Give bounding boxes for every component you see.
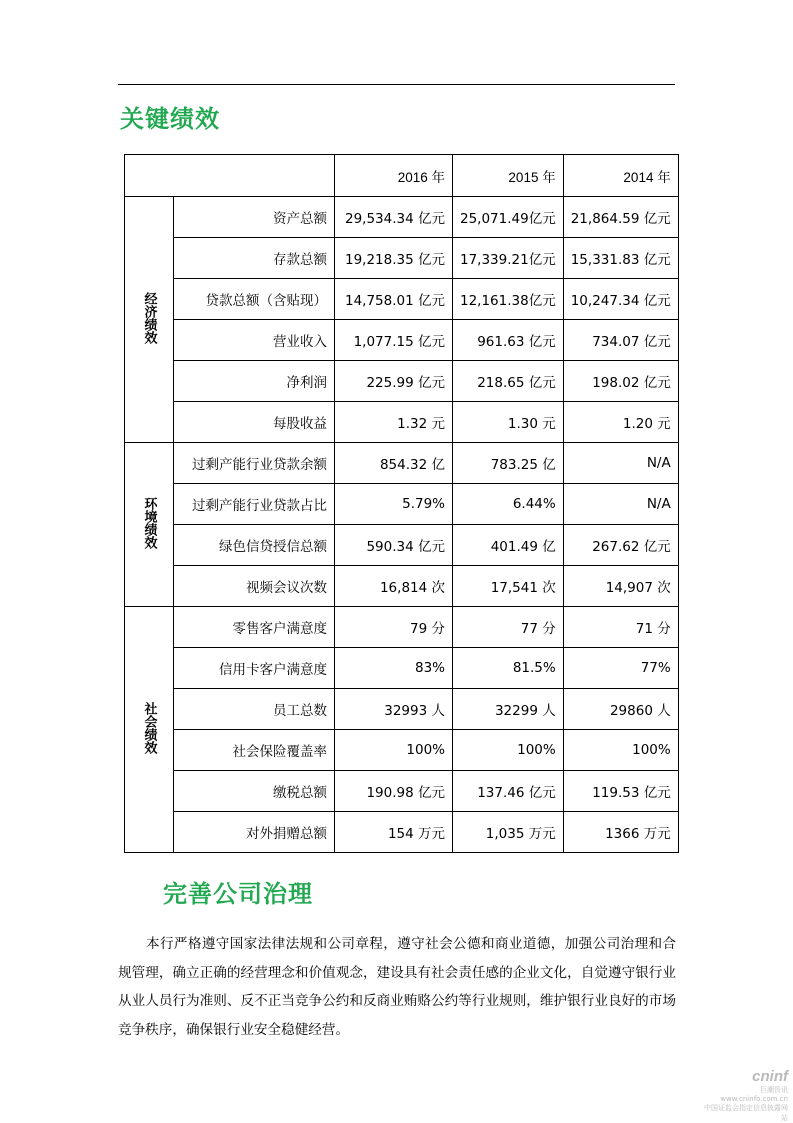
metric-label: 信用卡客户满意度 xyxy=(174,648,335,689)
metric-value: 100% xyxy=(453,730,564,771)
metric-label: 过剩产能行业贷款占比 xyxy=(174,484,335,525)
metric-value: 32993 人 xyxy=(335,689,453,730)
metric-value: 190.98 亿元 xyxy=(335,771,453,812)
metric-value: 198.02 亿元 xyxy=(563,361,678,402)
metric-value: 401.49 亿 xyxy=(453,525,564,566)
table-row xyxy=(125,238,679,279)
watermark-logo: cninf xyxy=(752,1068,788,1085)
metric-label: 绿色信贷授信总额 xyxy=(174,525,335,566)
metric-value: 961.63 亿元 xyxy=(453,320,564,361)
category-label: 经济绩效 xyxy=(141,291,157,344)
category-cell xyxy=(125,197,174,443)
metric-value: 29860 人 xyxy=(563,689,678,730)
category-cell xyxy=(125,607,174,853)
metric-value: 6.44% xyxy=(453,484,564,525)
metric-value: 854.32 亿 xyxy=(335,443,453,484)
metric-value: 14,907 次 xyxy=(563,566,678,607)
metric-value: 1,035 万元 xyxy=(453,812,564,853)
metric-label: 净利润 xyxy=(174,361,335,402)
metric-value: 137.46 亿元 xyxy=(453,771,564,812)
table-row xyxy=(125,361,679,402)
metric-value: 16,814 次 xyxy=(335,566,453,607)
key-performance-table xyxy=(124,154,679,853)
metric-value: 77 分 xyxy=(453,607,564,648)
table-row xyxy=(125,566,679,607)
metric-label: 视频会议次数 xyxy=(174,566,335,607)
table-row xyxy=(125,771,679,812)
metric-value: 734.07 亿元 xyxy=(563,320,678,361)
metric-value: 1.32 元 xyxy=(335,402,453,443)
section-title-governance: 完善公司治理 xyxy=(163,880,313,908)
metric-value: 15,331.83 亿元 xyxy=(563,238,678,279)
year-header: 2016 年 xyxy=(335,155,453,197)
table-row xyxy=(125,812,679,853)
section-title-key-performance: 关键绩效 xyxy=(120,105,220,133)
metric-value: 1.30 元 xyxy=(453,402,564,443)
metric-label: 每股收益 xyxy=(174,402,335,443)
table-row xyxy=(125,648,679,689)
table-row xyxy=(125,402,679,443)
metric-value: 783.25 亿 xyxy=(453,443,564,484)
table-header-row xyxy=(125,155,679,197)
metric-value: 119.53 亿元 xyxy=(563,771,678,812)
metric-value: 12,161.38亿元 xyxy=(453,279,564,320)
table-row xyxy=(125,320,679,361)
table-row xyxy=(125,689,679,730)
header-blank-cell xyxy=(125,155,335,197)
metric-value: 14,758.01 亿元 xyxy=(335,279,453,320)
watermark-url: www.cninfo.com.cn xyxy=(720,1095,788,1103)
metric-label: 贷款总额（含贴现） xyxy=(174,279,335,320)
metric-value: 225.99 亿元 xyxy=(335,361,453,402)
metric-label: 零售客户满意度 xyxy=(174,607,335,648)
metric-value: 154 万元 xyxy=(335,812,453,853)
metric-value: 17,541 次 xyxy=(453,566,564,607)
metric-value: 79 分 xyxy=(335,607,453,648)
cninfo-watermark xyxy=(700,1068,788,1123)
metric-label: 营业收入 xyxy=(174,320,335,361)
metric-label: 缴税总额 xyxy=(174,771,335,812)
category-cell xyxy=(125,443,174,607)
metric-value: 5.79% xyxy=(335,484,453,525)
metric-value: 17,339.21亿元 xyxy=(453,238,564,279)
table-row xyxy=(125,484,679,525)
year-header: 2014 年 xyxy=(563,155,678,197)
metric-value: 1366 万元 xyxy=(563,812,678,853)
metric-value: 32299 人 xyxy=(453,689,564,730)
header-rule xyxy=(118,84,675,85)
metric-value: 21,864.59 亿元 xyxy=(563,197,678,238)
metric-value: 218.65 亿元 xyxy=(453,361,564,402)
table-row xyxy=(125,443,679,484)
metric-value: 590.34 亿元 xyxy=(335,525,453,566)
metric-value: 77% xyxy=(563,648,678,689)
metric-label: 存款总额 xyxy=(174,238,335,279)
metric-value: 100% xyxy=(563,730,678,771)
metric-value: 81.5% xyxy=(453,648,564,689)
metric-label: 资产总额 xyxy=(174,197,335,238)
watermark-tagline: 中国证监会指定信息披露网站 xyxy=(704,1104,788,1122)
table-row xyxy=(125,525,679,566)
metric-label: 对外捐赠总额 xyxy=(174,812,335,853)
category-label: 环境绩效 xyxy=(141,496,157,549)
table-row xyxy=(125,607,679,648)
metric-label: 员工总数 xyxy=(174,689,335,730)
governance-paragraph: 本行严格遵守国家法律法规和公司章程，遵守社会公德和商业道德，加强公司治理和合规管理，确立正确的经营理念和价值观念，建设具有社会责任感的企业文化，自觉遵守银行业从业人员行为准则、反不正当竞争公约和反商业贿赂公约等行业规则，维护银行业良好的市场竞争秩序，确保银行业安全稳健经营。 xyxy=(118,936,676,1038)
metric-value: 100% xyxy=(335,730,453,771)
metric-value: 10,247.34 亿元 xyxy=(563,279,678,320)
metric-value: 71 分 xyxy=(563,607,678,648)
metric-value: 19,218.35 亿元 xyxy=(335,238,453,279)
metric-value: 267.62 亿元 xyxy=(563,525,678,566)
table-row xyxy=(125,197,679,238)
metric-label: 社会保险覆盖率 xyxy=(174,730,335,771)
metric-label: 过剩产能行业贷款余额 xyxy=(174,443,335,484)
metric-value: 29,534.34 亿元 xyxy=(335,197,453,238)
metric-value: 1,077.15 亿元 xyxy=(335,320,453,361)
table-row xyxy=(125,730,679,771)
metric-value: 83% xyxy=(335,648,453,689)
metric-value: N/A xyxy=(563,443,678,484)
metric-value: N/A xyxy=(563,484,678,525)
metric-value: 1.20 元 xyxy=(563,402,678,443)
metric-value: 25,071.49亿元 xyxy=(453,197,564,238)
category-label: 社会绩效 xyxy=(141,701,157,754)
watermark-name: 巨潮资讯 xyxy=(760,1086,788,1094)
table-row xyxy=(125,279,679,320)
year-header: 2015 年 xyxy=(453,155,564,197)
